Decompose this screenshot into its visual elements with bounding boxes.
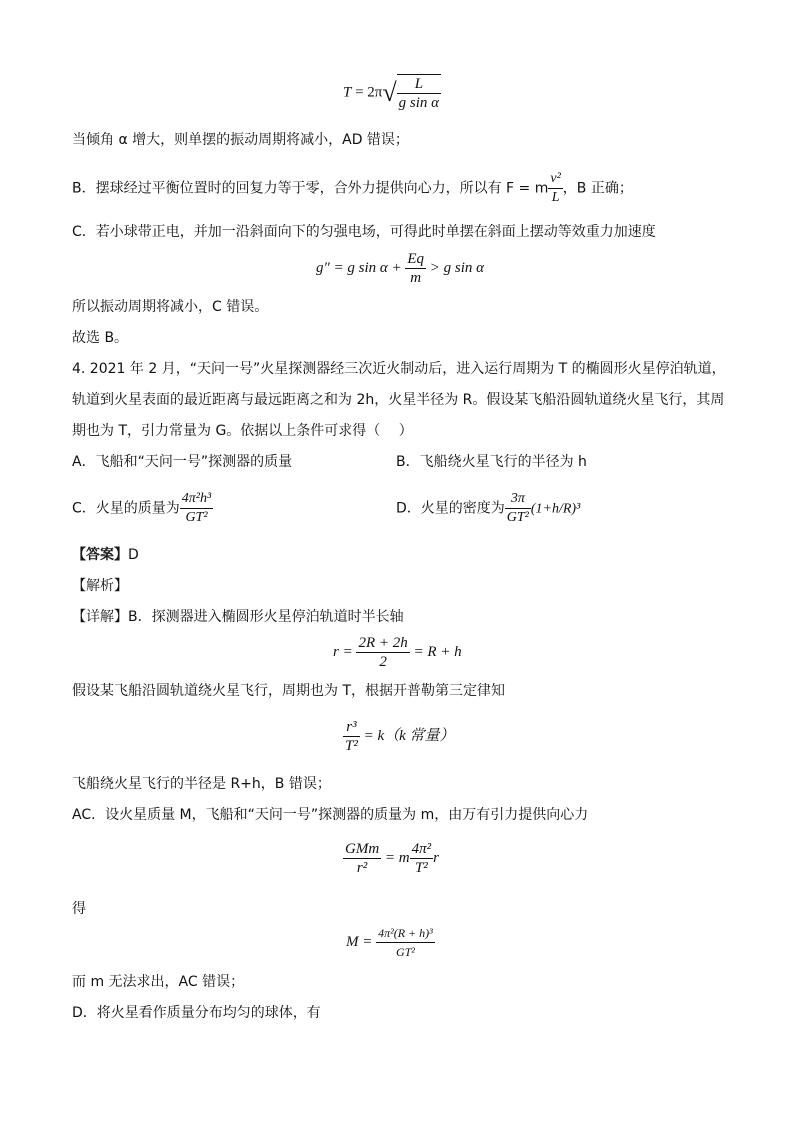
option-d-den: GT² (506, 510, 529, 525)
formula-effective-gravity (316, 250, 484, 287)
formula-k-num: r³ (346, 719, 357, 735)
option-b: B．飞船绕火星飞行的半径为 h (396, 454, 587, 470)
option-c-frac (180, 490, 213, 527)
fraction-den: L (548, 188, 562, 207)
text-line: C．若小球带正电，并加一沿斜面向下的匀强电场，可得此时单摆在斜面上摆动等效重力加速度 (72, 224, 656, 240)
formula-m-den: GT² (376, 942, 435, 961)
question-4-line-2: 轨道到火星表面的最近距离与最远距离之和为 2h，火星半径为 R。假设某飞船沿圆轨道绕火星飞行，其周 (72, 392, 725, 408)
formula-period (343, 74, 441, 114)
answer-line (72, 545, 139, 565)
formula-f-den2: T² (410, 858, 434, 877)
text-line: 故选 B。 (72, 330, 129, 346)
formula-period-frac (397, 74, 441, 112)
formula-mars-mass (346, 924, 435, 961)
option-d-label: D．火星的密度为 (396, 500, 505, 517)
text-line: AC．设火星质量 M，飞船和“天问一号”探测器的质量为 m，由万有引力提供向心力 (72, 807, 589, 823)
formula-g-den: m (405, 268, 426, 287)
text-line: 当倾角 α 增大，则单摆的振动周期将减小，AD 错误； (72, 132, 409, 148)
option-c-label: C．火星的质量为 (72, 500, 180, 517)
formula-f-num1: GMm (345, 841, 380, 857)
text-line-b-post: ，B 正确； (562, 180, 633, 197)
text-line-b-pre: B．摆球经过平衡位置时的回复力等于零，合外力提供向心力，所以有 F = m (72, 180, 549, 197)
formula-f-frac1 (343, 840, 381, 877)
formula-period-lhs: T (343, 84, 352, 101)
answer-tag: 【答案】 (72, 547, 128, 563)
formula-period-num: L (414, 76, 424, 92)
fraction-num: v² (550, 171, 561, 186)
text-line-b (72, 170, 633, 207)
formula-period-den: g sin α (398, 95, 440, 111)
formula-k-rhs: = k（k 常量） (359, 727, 455, 744)
option-d-post: (1+h/R)³ (530, 501, 581, 517)
option-d (396, 490, 580, 527)
text-line: 飞船绕火星飞行的半径是 R+h，B 错误； (72, 776, 331, 792)
option-c-num: 4π²h³ (181, 491, 212, 506)
formula-period-eq: = 2π (351, 84, 383, 101)
option-d-num: 3π (510, 491, 525, 506)
formula-g-rhs: > g sin α (426, 259, 485, 276)
formula-f-rhs: r (433, 849, 439, 866)
formula-g-frac (405, 250, 426, 287)
formula-r-rhs: = R + h (409, 643, 462, 660)
formula-f-den1: r² (343, 858, 381, 877)
analysis-tag: 【解析】 (72, 578, 128, 594)
question-4-line-3: 期也为 T，引力常量为 G。依据以上条件可求得（ ） (72, 423, 413, 439)
formula-r-num: 2R + 2h (358, 635, 408, 651)
text-line: 假设某飞船沿圆轨道绕火星飞行，周期也为 T，根据开普勒第三定律知 (72, 683, 506, 699)
formula-f-num2: 4π² (411, 841, 432, 857)
formula-r-frac (356, 634, 409, 671)
question-4-line-1: 4. 2021 年 2 月，“天问一号”火星探测器经三次近火制动后，进入运行周期为 T 的椭圆形火星停泊轨道， (72, 361, 726, 377)
formula-g-num: Eq (407, 251, 425, 267)
formula-k-frac (343, 718, 360, 755)
text-line: 而 m 无法求出，AC 错误； (72, 974, 245, 990)
formula-r-lhs: r = (333, 643, 357, 660)
fraction-v2-l (548, 170, 562, 207)
option-c (72, 490, 213, 527)
formula-m-lhs: M = (346, 933, 377, 950)
formula-gravitation (343, 840, 439, 877)
formula-g-lhs: g″ = g sin α + (316, 259, 406, 276)
option-c-den: GT² (180, 508, 213, 527)
text-line: 得 (72, 901, 86, 917)
formula-r-den: 2 (356, 652, 409, 671)
formula-semi-major-axis (333, 634, 462, 671)
option-d-frac (505, 490, 531, 527)
detail-text: B．探测器进入椭圆形火星停泊轨道时半长轴 (128, 609, 404, 625)
text-line: 所以振动周期将减小，C 错误。 (72, 299, 269, 315)
detail-tag: 【详解】 (72, 609, 128, 625)
text-line: D．将火星看作质量分布均匀的球体，有 (72, 1005, 321, 1021)
formula-m-frac (376, 924, 435, 961)
answer-value: D (128, 547, 139, 563)
formula-f-mid: = m (381, 849, 410, 866)
formula-kepler (343, 718, 455, 755)
formula-m-num: 4π²(R + h)³ (378, 926, 433, 940)
detail-line (72, 607, 404, 627)
option-a: A．飞船和“天问一号”探测器的质量 (72, 454, 293, 470)
formula-f-frac2 (410, 840, 434, 877)
formula-k-den: T² (345, 738, 358, 754)
sqrt-icon: √ (382, 78, 397, 107)
